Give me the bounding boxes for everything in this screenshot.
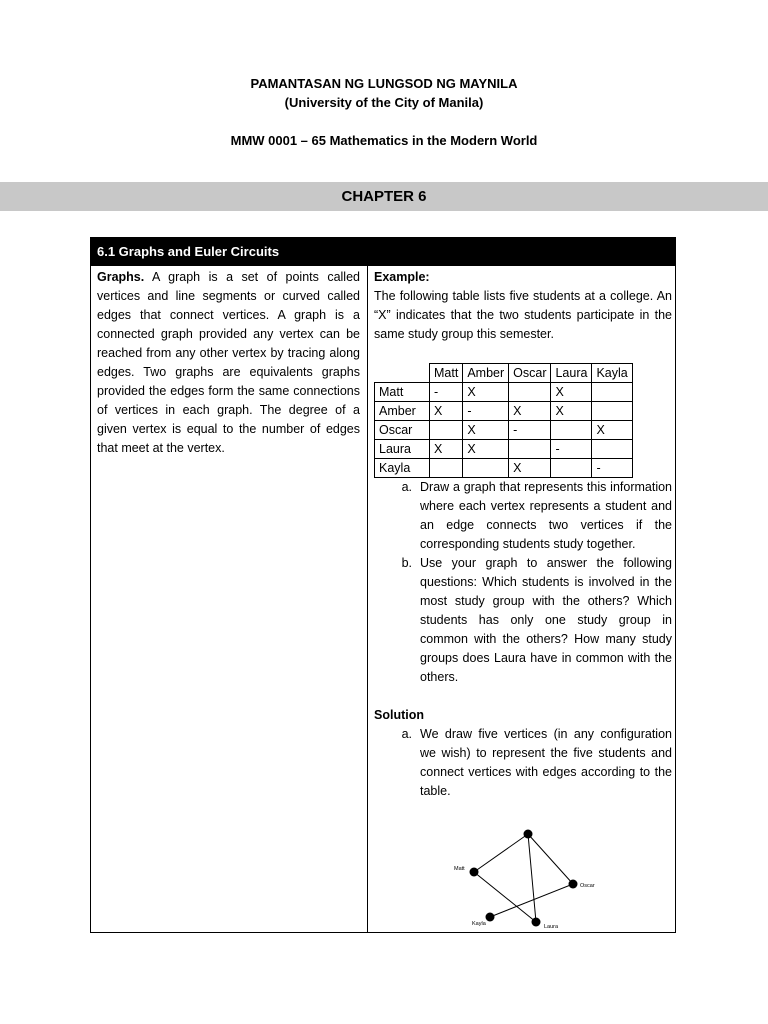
university-name: PAMANTASAN NG LUNGSOD NG MAYNILA — [250, 76, 518, 91]
vertex-label-kayla: Kayla — [472, 921, 486, 927]
table-cell: X — [463, 383, 509, 402]
question-text: Draw a graph that represents this information where each vertex represents a student and an edge connects two vertices if the corresponding students study together. — [420, 480, 672, 551]
table-header-row — [375, 364, 633, 383]
vertex-label-laura: Laura — [544, 924, 559, 930]
solution-text: We draw five vertices (in any configuration we wish) to represent the five students and connect vertices with edges according to the table. — [420, 727, 672, 798]
table-cell: X — [430, 440, 463, 459]
row-header: Oscar — [375, 421, 430, 440]
table-cell: - — [551, 440, 592, 459]
study-group-graph — [360, 627, 610, 932]
column-header: Matt — [430, 364, 463, 383]
row-header: Kayla — [375, 459, 430, 478]
table-row — [375, 440, 633, 459]
study-group-table — [374, 363, 633, 478]
vertex-kayla — [486, 913, 495, 922]
vertex-matt — [470, 868, 479, 877]
section-title: 6.1 Graphs and Euler Circuits — [91, 238, 675, 266]
table-cell — [430, 459, 463, 478]
chapter-heading: CHAPTER 6 — [0, 182, 768, 211]
question-item — [374, 478, 672, 554]
table-cell: - — [463, 402, 509, 421]
table-cell: - — [430, 383, 463, 402]
vertex-laura — [532, 918, 541, 927]
vertex-amber — [524, 830, 533, 839]
table-cell: X — [463, 440, 509, 459]
table-corner-cell — [375, 364, 430, 383]
table-cell: X — [551, 402, 592, 421]
list-marker: a. — [401, 727, 412, 741]
edge-oscar-kayla — [490, 884, 573, 917]
row-header-text: Amber — [379, 404, 416, 418]
column-header: Kayla — [592, 364, 632, 383]
row-header: Laura — [375, 440, 430, 459]
edge-matt-amber — [474, 834, 528, 872]
edge-amber-laura — [528, 834, 536, 922]
course-title: MMW 0001 – 65 Mathematics in the Modern World — [230, 133, 538, 148]
column-header: Laura — [551, 364, 592, 383]
vertex-label-matt: Matt — [454, 866, 465, 872]
table-cell — [430, 421, 463, 440]
table-row — [375, 402, 633, 421]
question-text: Use your graph to answer the following questions: Which students is involved in the most study group with the others? Which students has only one study group in common with the others? How many study groups does Laura have in common with the others. — [420, 556, 672, 684]
table-cell — [592, 402, 632, 421]
list-marker: a. — [401, 480, 412, 494]
definition-text: A graph is a set of points called vertices and line segments or curved called edges that connect vertices. A graph is a connected graph provided any vertex can be reached from any other vertex by tracing along edges. Two graphs are equivalents graphs provided the edges form the same connections of vertices in each graph. The degree of a given vertex is equal to the number of edges that meet at the vertex. — [97, 270, 360, 455]
table-cell — [551, 459, 592, 478]
list-marker: b. — [401, 556, 412, 570]
definition-term: Graphs. — [97, 270, 145, 284]
table-cell: X — [592, 421, 632, 440]
table-cell — [463, 459, 509, 478]
table-cell: X — [509, 402, 551, 421]
edge-amber-oscar — [528, 834, 573, 884]
row-header — [375, 402, 430, 421]
table-cell — [551, 421, 592, 440]
table-cell: - — [592, 459, 632, 478]
column-header: Amber — [463, 364, 509, 383]
university-name-english: (University of the City of Manila) — [284, 95, 484, 110]
example-heading: Example: — [374, 270, 430, 284]
vertex-oscar — [569, 880, 578, 889]
table-cell: X — [430, 402, 463, 421]
edge-matt-laura — [474, 872, 536, 922]
vertex-label-oscar: Oscar — [580, 883, 595, 889]
table-cell: X — [463, 421, 509, 440]
column-header: Oscar — [509, 364, 551, 383]
table-cell — [592, 440, 632, 459]
table-row — [375, 459, 633, 478]
row-header: Matt — [375, 383, 430, 402]
definition-column — [97, 268, 360, 458]
table-cell: X — [551, 383, 592, 402]
table-row — [375, 383, 633, 402]
table-cell — [509, 383, 551, 402]
table-row — [375, 421, 633, 440]
solution-heading: Solution — [374, 708, 424, 722]
table-cell — [592, 383, 632, 402]
table-cell — [509, 440, 551, 459]
table-cell: - — [509, 421, 551, 440]
example-intro: The following table lists five students at a college. An “X” indicates that the two students participate in the same study group this semester. — [374, 289, 672, 341]
table-cell: X — [509, 459, 551, 478]
